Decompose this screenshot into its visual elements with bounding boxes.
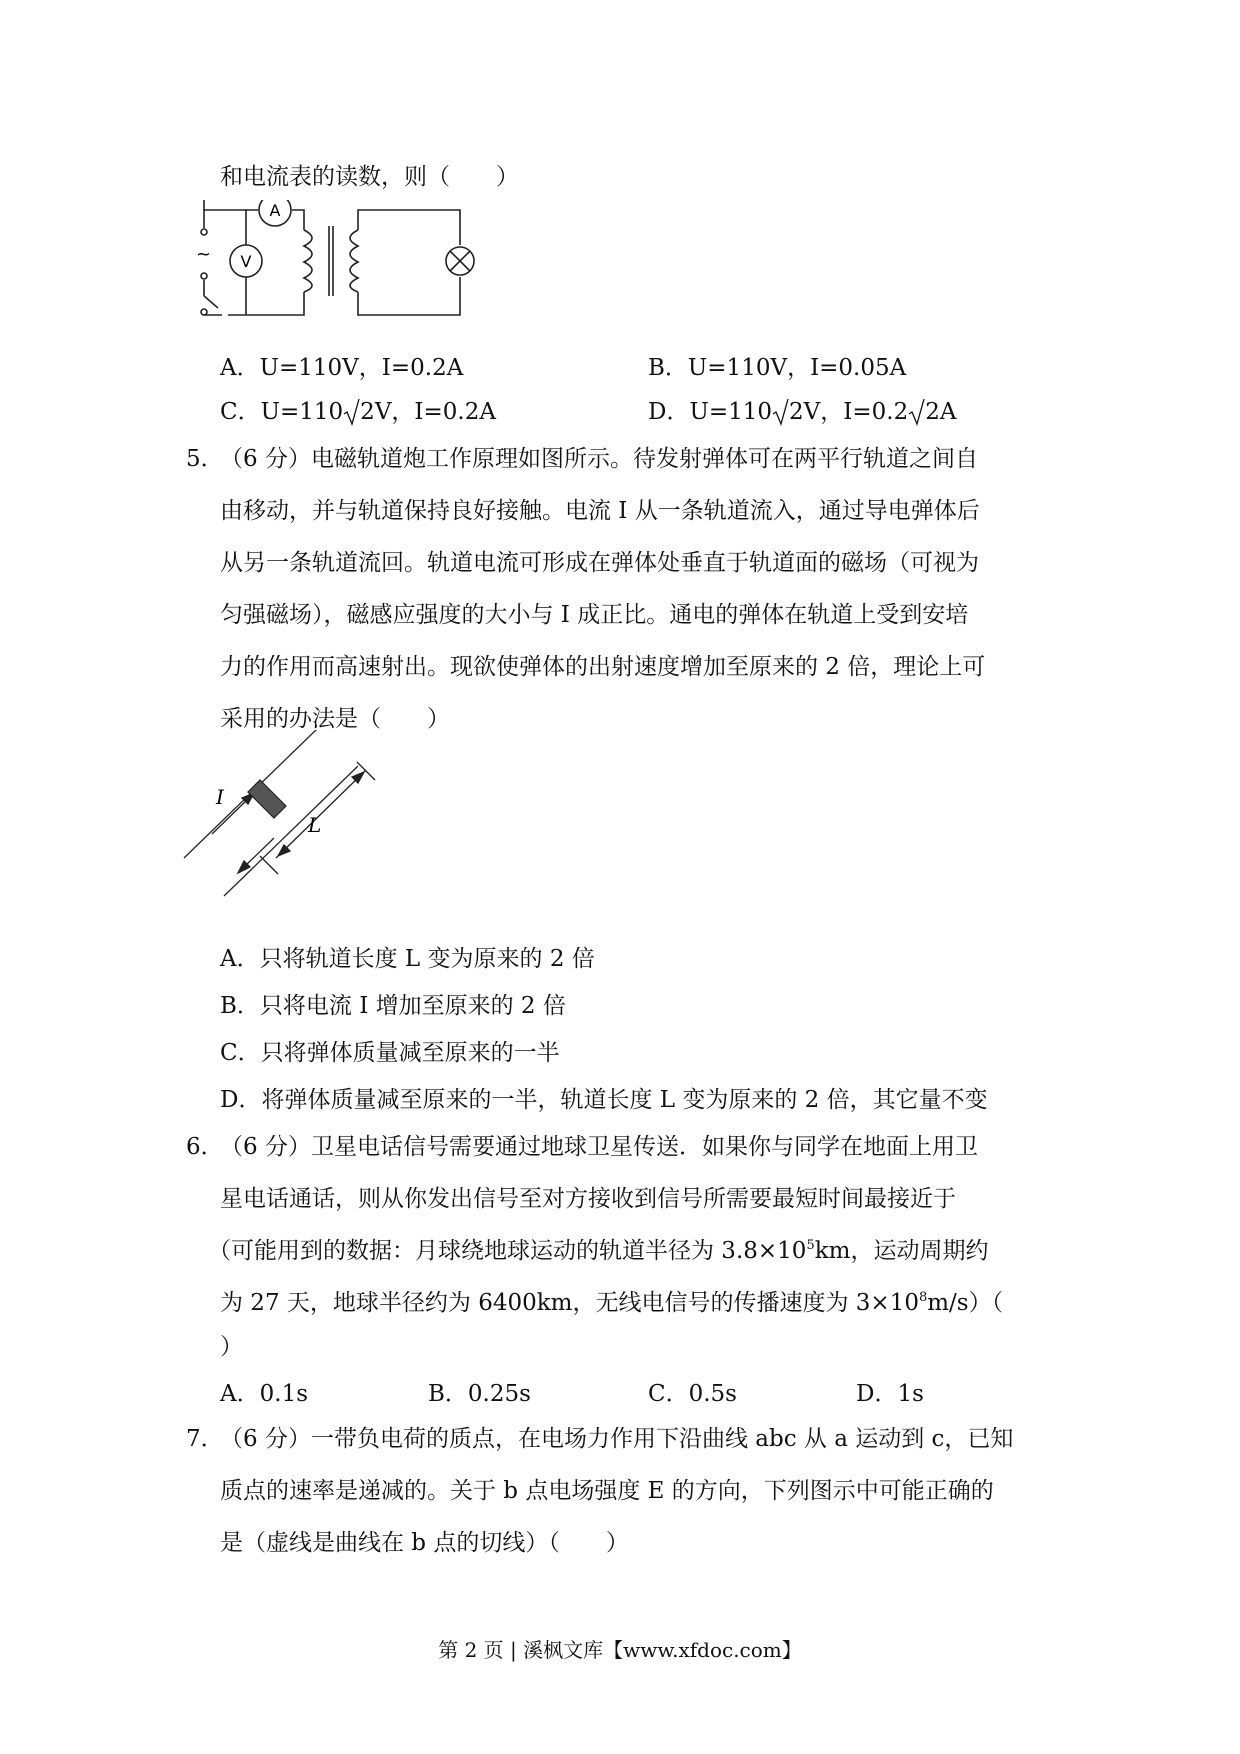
length-label: L xyxy=(308,813,322,837)
option-text: 只将弹体质量减至原来的一半 xyxy=(260,1040,560,1066)
q5-stem-line: 匀强磁场），磁感应强度的大小与 I 成正比。通电的弹体在轨道上受到安培 xyxy=(220,602,969,628)
q7-stem-line: （6 分）一带负电荷的质点，在电场力作用下沿曲线 abc 从 a 运动到 c，已知 xyxy=(220,1426,1014,1452)
option-label: A． xyxy=(220,355,260,381)
q6-option-d[interactable] xyxy=(856,1383,924,1406)
option-text: 只将轨道长度 L 变为原来的 2 倍 xyxy=(259,946,595,972)
q6-stem-line: 为 27 天，地球半径约为 6400km，无线电信号的传播速度为 $3\times 10^8m/s$）（ xyxy=(220,1290,1004,1316)
current-label: I xyxy=(216,785,224,809)
option-label: D． xyxy=(648,399,690,425)
option-label: C． xyxy=(648,1381,689,1407)
option-label: B． xyxy=(428,1381,468,1407)
q4-option-a[interactable] xyxy=(220,357,463,380)
q5-option-d[interactable] xyxy=(220,1089,988,1112)
q6-stem-line: （6 分）卫星电话信号需要通过地球卫星传送．如果你与同学在地面上用卫 xyxy=(220,1134,978,1160)
option-label: D． xyxy=(856,1381,898,1407)
q6-number: 6． xyxy=(186,1134,224,1160)
option-text: 0.5s xyxy=(688,1381,737,1407)
option-text: 0.25s xyxy=(467,1381,531,1407)
exponent: 5 xyxy=(806,1238,815,1253)
q5-rail-gun-figure xyxy=(182,730,382,900)
q5-option-b[interactable] xyxy=(220,995,566,1018)
q4-transformer-circuit-figure xyxy=(192,200,492,320)
sqrt-radical: 2 xyxy=(772,401,804,424)
option-label: D． xyxy=(220,1087,262,1113)
q5-number: 5． xyxy=(186,446,224,472)
ac-source-symbol: ~ xyxy=(196,244,212,265)
option-text: 0.1s xyxy=(259,1381,309,1407)
q5-stem-line: 从另一条轨道流回。轨道电流可形成在弹体处垂直于轨道面的磁场（可视为 xyxy=(220,550,979,576)
q4-stem-tail: 和电流表的读数，则（ ） xyxy=(220,164,519,190)
option-label: A． xyxy=(220,946,260,972)
option-text: 1s xyxy=(897,1381,924,1407)
q5-option-a[interactable] xyxy=(220,948,595,971)
q4-option-d[interactable]: D．U=110 2V，I=0.2 2A xyxy=(648,399,957,425)
q6-option-a[interactable] xyxy=(220,1383,308,1406)
q6-stem-line: （可能用到的数据：月球绕地球运动的轨道半径为 $3.8\times 10^5km$，运动周期约 xyxy=(208,1238,989,1264)
q5-stem-line: 由移动，并与轨道保持良好接触。电流 I 从一条轨道流入，通过导电弹体后 xyxy=(220,498,980,524)
ammeter-label: A xyxy=(269,201,281,220)
q6-option-b[interactable] xyxy=(428,1383,531,1406)
q6-stem-line: ） xyxy=(220,1334,243,1360)
option-text: 只将电流 I 增加至原来的 2 倍 xyxy=(259,993,566,1019)
voltmeter-label: V xyxy=(240,252,252,271)
q5-stem-line: 力的作用而高速射出。现欲使弹体的出射速度增加至原来的 2 倍，理论上可 xyxy=(220,654,986,680)
exponent: 8 xyxy=(918,1290,928,1305)
q7-stem-line: 是（虚线是曲线在 b 点的切线）（ ） xyxy=(220,1530,629,1556)
q4-option-c[interactable]: C．U=110 2V，I=0.2A xyxy=(220,399,496,425)
option-label: B． xyxy=(220,993,260,1019)
sqrt-radical: 2 xyxy=(343,401,375,424)
option-text: U=110V，I=0.05A xyxy=(687,355,907,381)
q4-option-b[interactable] xyxy=(648,357,906,380)
q7-number: 7． xyxy=(186,1426,224,1452)
q6-option-c[interactable] xyxy=(648,1383,737,1406)
sqrt-radical: 2 xyxy=(908,401,940,424)
option-label: C． xyxy=(220,399,261,425)
option-text: U=110V，I=0.2A xyxy=(259,355,464,381)
q5-option-c[interactable] xyxy=(220,1042,560,1065)
q5-stem-line: （6 分）电磁轨道炮工作原理如图所示。待发射弹体可在两平行轨道之间自 xyxy=(220,446,978,472)
q7-stem-line: 质点的速率是递减的。关于 b 点电场强度 E 的方向，下列图示中可能正确的 xyxy=(220,1478,994,1504)
q6-stem-line: 星电话通话，则从你发出信号至对方接收到信号所需要最短时间最接近于 xyxy=(220,1186,956,1212)
page-footer: 第 2 页 | 溪枫文库【www.xfdoc.com】 xyxy=(438,1638,802,1662)
option-label: B． xyxy=(648,355,688,381)
q5-stem-line: 采用的办法是（ ） xyxy=(220,706,450,732)
option-label: C． xyxy=(220,1040,261,1066)
option-label: A． xyxy=(220,1381,260,1407)
option-text: 将弹体质量减至原来的一半，轨道长度 L 变为原来的 2 倍，其它量不变 xyxy=(261,1087,988,1113)
